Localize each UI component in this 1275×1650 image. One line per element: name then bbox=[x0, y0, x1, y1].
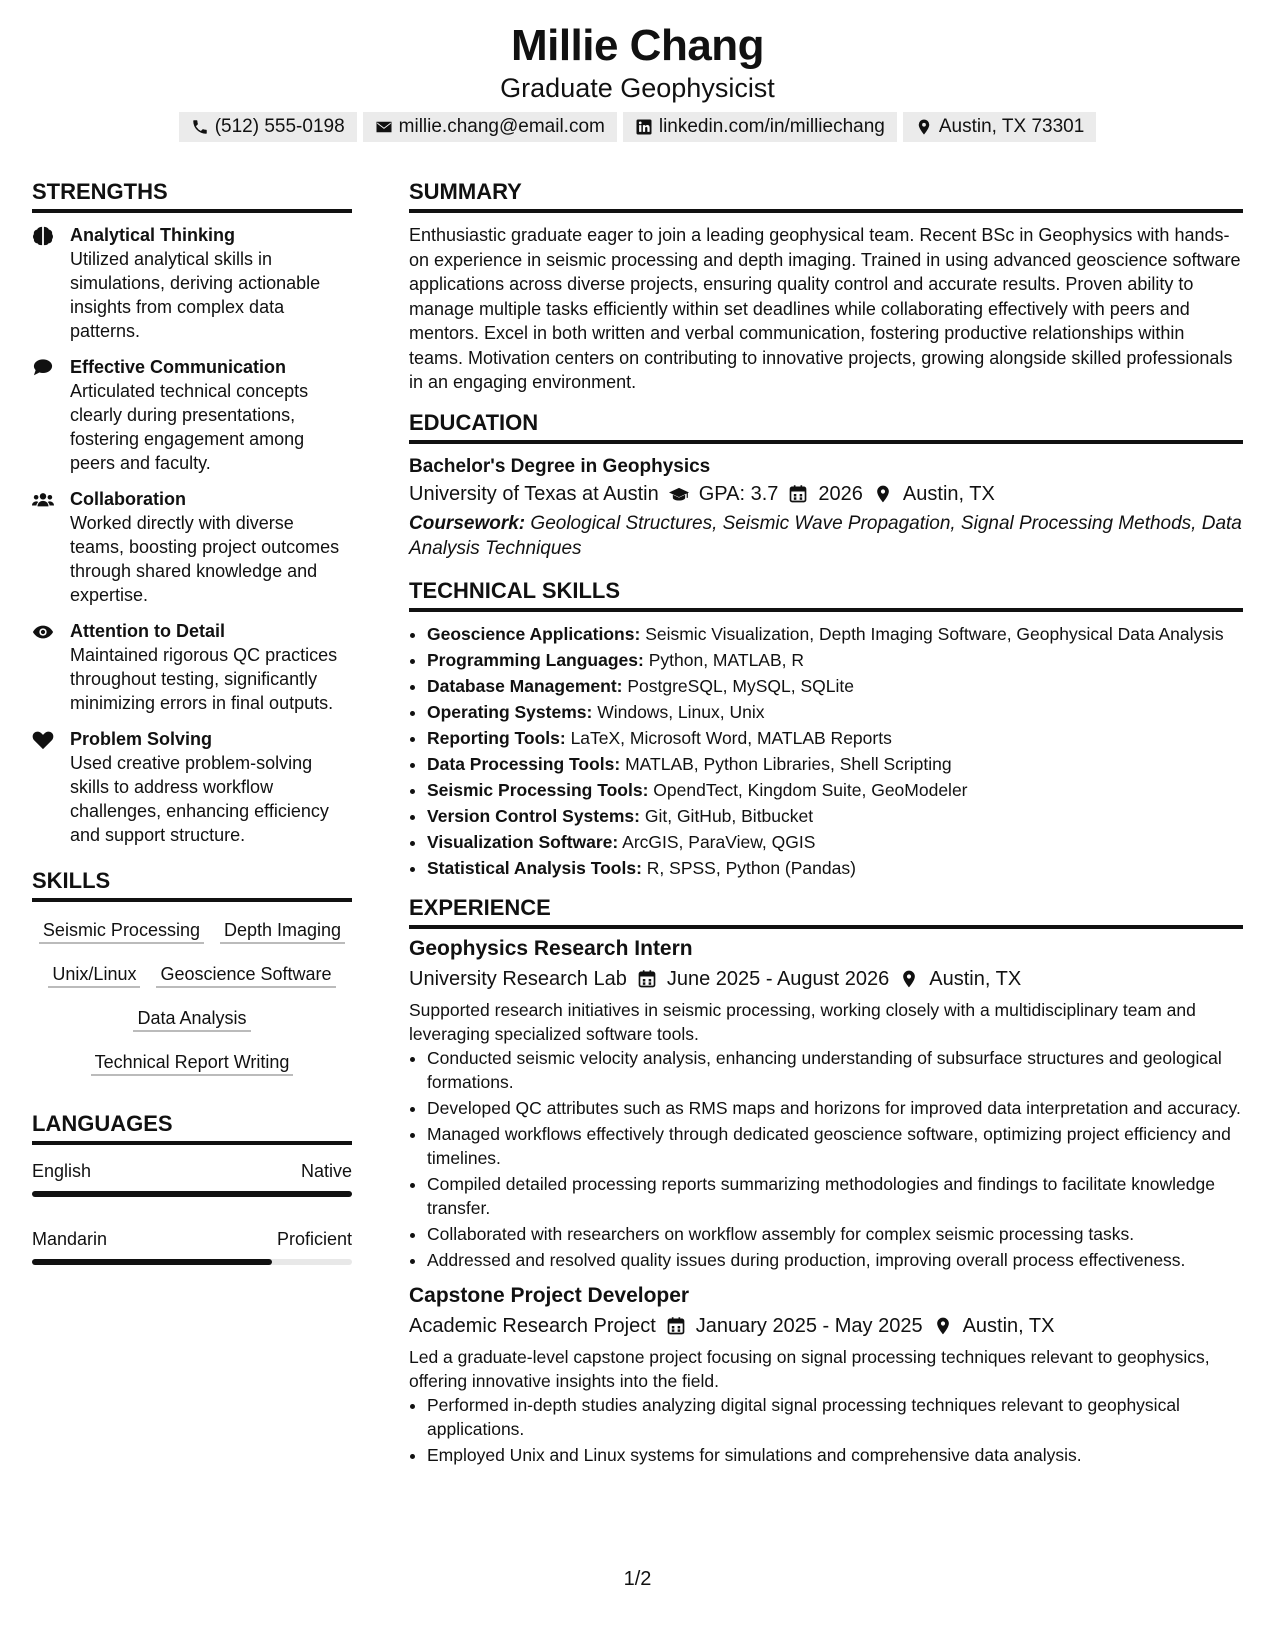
job-entry bbox=[409, 1282, 1243, 1467]
list-item bbox=[427, 804, 1243, 828]
list-item: • Compiled detailed processing reports summarizing methodologies and findings to facilitate knowledge transfer. bbox=[427, 1172, 1243, 1220]
contact-location bbox=[903, 112, 1096, 142]
contact-phone[interactable] bbox=[179, 112, 357, 142]
job-meta bbox=[409, 1312, 1243, 1340]
list-item: • Collaborated with researchers on workflow assembly for complex seismic processing tasks. bbox=[427, 1222, 1243, 1246]
tech-skill-value: MATLAB, Python Libraries, Shell Scripting bbox=[625, 753, 952, 774]
contact-linkedin-text: linkedin.com/in/milliechang bbox=[658, 116, 885, 137]
coursework-label: Coursework: bbox=[409, 512, 526, 534]
language-name: English bbox=[32, 1161, 92, 1181]
summary-text: Enthusiastic graduate eager to join a leading geophysical team. Recent BSc in Geophysics with hands-on experience in seismic processing and depth imaging. Trained in using advanced geoscience software applications across diverse projects, ensuring quality control and accurate results. Proven ability to manage multiple tasks efficiently within set deadlines while collaborating effectively with peers and mentors. Excel in both written and verbal communication, fostering productive relationships within teams. Motivation centers on contributing to innovative projects, growing alongside skilled professionals in an engaging environment. bbox=[409, 225, 1241, 392]
technical-skills-heading: TECHNICAL SKILLS bbox=[409, 577, 1243, 612]
skill-tag: Unix/Linux bbox=[48, 962, 140, 988]
education-heading: EDUCATION bbox=[409, 409, 1243, 444]
language-item bbox=[32, 1159, 352, 1197]
list-item: • Developed QC attributes such as RMS maps and horizons for improved data interpretation and accuracy. bbox=[427, 1096, 1243, 1120]
envelope-icon bbox=[375, 118, 393, 136]
list-item bbox=[427, 778, 1243, 802]
language-level: Native bbox=[300, 1161, 352, 1181]
strength-title: Effective Communication bbox=[70, 357, 287, 377]
technical-skills-list bbox=[409, 622, 1243, 880]
skill-tag: Geoscience Software bbox=[156, 962, 335, 988]
job-description: Led a graduate-level capstone project focusing on signal processing techniques relevant to geophysics, offering innovative insights into the field. bbox=[409, 1346, 1210, 1391]
tech-skill-value: PostgreSQL, MySQL, SQLite bbox=[627, 675, 854, 696]
coursework-list: Geological Structures, Seismic Wave Propagation, Signal Processing Methods, Data Analysis Techniques bbox=[409, 512, 1242, 559]
strength-title: Attention to Detail bbox=[70, 621, 225, 641]
strength-title: Collaboration bbox=[70, 489, 186, 509]
job-entry bbox=[409, 935, 1243, 1272]
contact-email-text: millie.chang@email.com bbox=[398, 116, 605, 137]
list-item bbox=[427, 622, 1243, 646]
tech-skill-value: ArcGIS, ParaView, QGIS bbox=[622, 831, 816, 852]
job-org: Academic Research Project bbox=[409, 1314, 656, 1337]
strength-desc: Used creative problem-solving skills to address workflow challenges, enhancing efficiency and support structure. bbox=[70, 753, 329, 845]
tech-skill-value: LaTeX, Microsoft Word, MATLAB Reports bbox=[570, 727, 892, 748]
calendar-icon bbox=[788, 484, 808, 504]
strength-title: Problem Solving bbox=[70, 729, 213, 749]
summary-heading: SUMMARY bbox=[409, 178, 1243, 213]
school-name: University of Texas at Austin bbox=[409, 482, 659, 505]
skill-tag: Data Analysis bbox=[133, 1006, 250, 1032]
tech-skill-label: Seismic Processing Tools: bbox=[427, 779, 649, 800]
strength-title: Analytical Thinking bbox=[70, 225, 236, 245]
tech-skill-label: Programming Languages: bbox=[427, 649, 644, 670]
tech-skill-value: Windows, Linux, Unix bbox=[597, 701, 765, 722]
job-bullets bbox=[409, 1046, 1243, 1272]
eye-icon bbox=[32, 622, 54, 642]
job-org: University Research Lab bbox=[409, 967, 627, 990]
job-dates: January 2025 - May 2025 bbox=[695, 1314, 923, 1337]
list-item bbox=[427, 648, 1243, 672]
list-item bbox=[427, 700, 1243, 724]
language-item bbox=[32, 1227, 352, 1265]
list-item bbox=[427, 856, 1243, 880]
language-proficiency-fill bbox=[32, 1191, 352, 1197]
strengths-heading: STRENGTHS bbox=[32, 178, 352, 213]
map-pin-icon bbox=[873, 484, 893, 504]
list-item bbox=[427, 726, 1243, 750]
job-bullets bbox=[409, 1393, 1243, 1467]
education-meta bbox=[409, 480, 1243, 508]
tech-skill-label: Operating Systems: bbox=[427, 701, 593, 722]
calendar-icon bbox=[637, 969, 657, 989]
tech-skill-label: Database Management: bbox=[427, 675, 623, 696]
job-meta bbox=[409, 965, 1243, 993]
job-title: Capstone Project Developer bbox=[409, 1283, 690, 1307]
map-pin-icon bbox=[933, 1316, 953, 1336]
skill-tag: Depth Imaging bbox=[220, 918, 345, 944]
brain-icon bbox=[32, 226, 54, 246]
strength-item bbox=[32, 487, 352, 607]
resume-header bbox=[0, 20, 1275, 142]
tech-skill-label: Reporting Tools: bbox=[427, 727, 566, 748]
contact-bar bbox=[0, 112, 1275, 142]
language-name: Mandarin bbox=[32, 1229, 108, 1249]
degree-title: Bachelor's Degree in Geophysics bbox=[409, 455, 711, 477]
job-title: Geophysics Research Intern bbox=[409, 936, 693, 960]
gpa-value: GPA: 3.7 bbox=[698, 482, 779, 505]
list-item: • Employed Unix and Linux systems for simulations and comprehensive data analysis. bbox=[427, 1443, 1243, 1467]
tech-skill-value: Git, GitHub, Bitbucket bbox=[644, 805, 814, 826]
contact-phone-text: (512) 555-0198 bbox=[214, 116, 345, 137]
list-item: • Addressed and resolved quality issues during production, improving overall process effectiveness. bbox=[427, 1248, 1243, 1272]
tech-skill-label: Statistical Analysis Tools: bbox=[427, 857, 642, 878]
tech-skill-value: Python, MATLAB, R bbox=[648, 649, 805, 670]
list-item bbox=[427, 830, 1243, 854]
tech-skill-label: Data Processing Tools: bbox=[427, 753, 621, 774]
linkedin-icon bbox=[635, 118, 653, 136]
tech-skill-label: Geoscience Applications: bbox=[427, 623, 641, 644]
speech-bubble-icon bbox=[32, 358, 54, 378]
language-proficiency-bar bbox=[32, 1191, 352, 1197]
skills-heading: SKILLS bbox=[32, 867, 352, 902]
strength-desc: Maintained rigorous QC practices throughout testing, significantly minimizing errors in final outputs. bbox=[70, 645, 338, 713]
phone-icon bbox=[191, 118, 209, 136]
job-location: Austin, TX bbox=[962, 1314, 1055, 1337]
list-item: • Managed workflows effectively through dedicated geoscience software, optimizing project efficiency and timelines. bbox=[427, 1122, 1243, 1170]
experience-heading: EXPERIENCE bbox=[409, 894, 1243, 929]
strength-item bbox=[32, 619, 352, 715]
list-item: • Conducted seismic velocity analysis, enhancing understanding of subsurface structures and geological formations. bbox=[427, 1046, 1243, 1094]
skills-list bbox=[32, 912, 352, 1076]
calendar-icon bbox=[666, 1316, 686, 1336]
list-item: • Performed in-depth studies analyzing digital signal processing techniques relevant to geophysical applications. bbox=[427, 1393, 1243, 1441]
strength-desc: Worked directly with diverse teams, boosting project outcomes through shared knowledge and expertise. bbox=[70, 513, 340, 605]
strength-desc: Articulated technical concepts clearly during presentations, fostering engagement among peers and faculty. bbox=[70, 381, 309, 473]
left-column bbox=[32, 178, 352, 1295]
coursework bbox=[409, 511, 1243, 561]
strength-item bbox=[32, 727, 352, 847]
tech-skill-label: Visualization Software: bbox=[427, 831, 619, 852]
strength-item bbox=[32, 223, 352, 343]
tech-skill-value: OpendTect, Kingdom Suite, GeoModeler bbox=[653, 779, 968, 800]
job-location: Austin, TX bbox=[929, 967, 1022, 990]
tech-skill-value: Seismic Visualization, Depth Imaging Software, Geophysical Data Analysis bbox=[645, 623, 1224, 644]
contact-linkedin[interactable] bbox=[623, 112, 897, 142]
page-number: 1/2 bbox=[623, 1568, 652, 1590]
list-item bbox=[427, 752, 1243, 776]
language-level: Proficient bbox=[276, 1229, 352, 1249]
skill-tag: Technical Report Writing bbox=[91, 1050, 294, 1076]
map-pin-icon bbox=[915, 118, 933, 136]
users-icon bbox=[32, 490, 54, 510]
languages-heading: LANGUAGES bbox=[32, 1110, 352, 1145]
contact-email[interactable] bbox=[363, 112, 617, 142]
candidate-title: Graduate Geophysicist bbox=[500, 73, 775, 103]
contact-location-text: Austin, TX 73301 bbox=[938, 116, 1085, 137]
tech-skill-label: Version Control Systems: bbox=[427, 805, 640, 826]
strength-desc: Utilized analytical skills in simulations, deriving actionable insights from complex data patterns. bbox=[70, 249, 321, 341]
strength-item bbox=[32, 355, 352, 475]
job-dates: June 2025 - August 2026 bbox=[666, 967, 890, 990]
graduation-cap-icon bbox=[669, 484, 689, 504]
graduation-year: 2026 bbox=[818, 482, 863, 505]
language-proficiency-fill bbox=[32, 1259, 272, 1265]
tech-skill-value: R, SPSS, Python (Pandas) bbox=[646, 857, 856, 878]
right-column bbox=[409, 178, 1243, 1477]
skill-tag: Seismic Processing bbox=[39, 918, 204, 944]
list-item bbox=[427, 674, 1243, 698]
education-location: Austin, TX bbox=[902, 482, 995, 505]
language-proficiency-bar bbox=[32, 1259, 352, 1265]
candidate-name: Millie Chang bbox=[510, 21, 765, 70]
heart-icon bbox=[32, 730, 54, 750]
job-description: Supported research initiatives in seismic processing, working closely with a multidisciplinary team and leveraging specialized software tools. bbox=[409, 999, 1196, 1044]
map-pin-icon bbox=[899, 969, 919, 989]
